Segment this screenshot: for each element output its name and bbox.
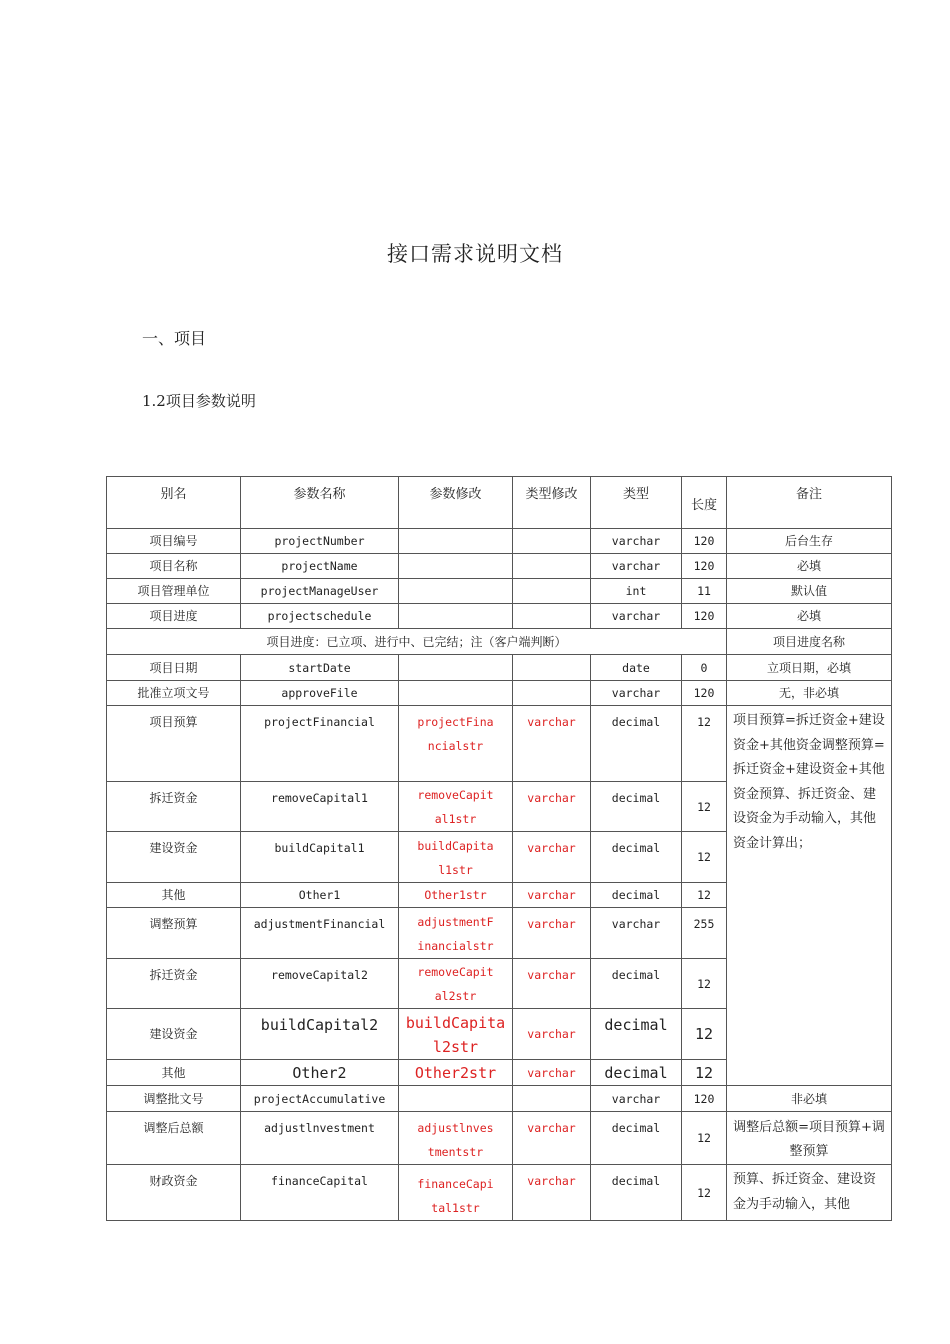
cell-length: 120 (682, 604, 727, 629)
section-heading: 一、项目 (142, 329, 207, 348)
cell-type-mod: varchar (513, 1009, 591, 1060)
cell-length: 12 (682, 706, 727, 782)
cell-param-mod: Other2str (399, 1060, 513, 1086)
cell-type-mod: varchar (513, 883, 591, 908)
cell-remark: 项目进度名称 (727, 629, 892, 655)
cell-type-mod: varchar (513, 832, 591, 883)
cell-alias: 调整预算 (107, 908, 241, 959)
table-row (107, 681, 892, 706)
cell-param: Other1 (241, 883, 399, 908)
cell-type: varchar (591, 1086, 682, 1112)
cell-length: 12 (682, 1060, 727, 1086)
cell-alias: 其他 (107, 883, 241, 908)
cell-param-mod (399, 655, 513, 681)
table-row (107, 604, 892, 629)
cell-type: varchar (591, 681, 682, 706)
cell-type-mod: varchar (513, 782, 591, 832)
cell-type: varchar (591, 554, 682, 579)
table-row-note (107, 629, 892, 655)
table-row (107, 1086, 892, 1112)
cell-alias: 项目名称 (107, 554, 241, 579)
cell-alias: 建设资金 (107, 1009, 241, 1060)
cell-param: projectName (241, 554, 399, 579)
cell-param: buildCapital2 (241, 1009, 399, 1060)
cell-param: startDate (241, 655, 399, 681)
cell-param: buildCapital1 (241, 832, 399, 883)
cell-param: projectFinancial (241, 706, 399, 782)
table-row (107, 529, 892, 554)
cell-type-mod: varchar (513, 1060, 591, 1086)
header-alias: 别名 (107, 477, 241, 529)
cell-alias: 拆迁资金 (107, 959, 241, 1009)
cell-type: decimal (591, 959, 682, 1009)
cell-length: 0 (682, 655, 727, 681)
cell-length: 120 (682, 1086, 727, 1112)
parameter-table (106, 476, 892, 1221)
cell-type-mod (513, 655, 591, 681)
cell-type-mod (513, 579, 591, 604)
cell-param-mod (399, 529, 513, 554)
cell-param-mod (399, 681, 513, 706)
cell-type: varchar (591, 604, 682, 629)
table-row (107, 579, 892, 604)
cell-param: removeCapital2 (241, 959, 399, 1009)
cell-remark: 非必填 (727, 1086, 892, 1112)
cell-remark: 无，非必填 (727, 681, 892, 706)
subsection-heading: 1.2项目参数说明 (142, 392, 256, 410)
header-type-modify: 类型修改 (513, 477, 591, 529)
cell-alias: 批准立项文号 (107, 681, 241, 706)
cell-type-mod (513, 554, 591, 579)
cell-length: 11 (682, 579, 727, 604)
cell-param: removeCapital1 (241, 782, 399, 832)
cell-type: varchar (591, 908, 682, 959)
table-row (107, 1112, 892, 1165)
cell-schedule-note: 项目进度：已立项、进行中、已完结；注（客户端判断） (107, 629, 727, 655)
cell-param-mod: buildCapital2str (399, 1009, 513, 1060)
cell-alias: 项目管理单位 (107, 579, 241, 604)
table-row (107, 1165, 892, 1221)
cell-alias: 项目日期 (107, 655, 241, 681)
cell-param-mod: projectFinancialstr (399, 706, 513, 782)
cell-param: projectschedule (241, 604, 399, 629)
document-title: 接口需求说明文档 (387, 242, 563, 266)
cell-length: 120 (682, 529, 727, 554)
cell-param: Other2 (241, 1060, 399, 1086)
table-row (107, 706, 892, 782)
cell-alias: 项目编号 (107, 529, 241, 554)
table-row (107, 554, 892, 579)
cell-remark: 必填 (727, 554, 892, 579)
cell-length: 120 (682, 681, 727, 706)
cell-type-mod (513, 529, 591, 554)
cell-type: decimal (591, 1060, 682, 1086)
cell-type: decimal (591, 1009, 682, 1060)
cell-adjusted-remark: 调整后总额=项目预算+调整预算 (727, 1112, 892, 1165)
header-remark: 备注 (727, 477, 892, 529)
cell-param-mod: removeCapital2str (399, 959, 513, 1009)
cell-type: int (591, 579, 682, 604)
cell-length: 12 (682, 883, 727, 908)
cell-alias: 项目进度 (107, 604, 241, 629)
cell-param-mod: buildCapital1str (399, 832, 513, 883)
cell-param-mod (399, 1086, 513, 1112)
cell-type-mod (513, 1086, 591, 1112)
cell-param-mod: Other1str (399, 883, 513, 908)
cell-param: approveFile (241, 681, 399, 706)
cell-type-mod: varchar (513, 959, 591, 1009)
cell-type-mod: varchar (513, 1165, 591, 1221)
cell-alias: 调整批文号 (107, 1086, 241, 1112)
cell-param: adjustlnvestment (241, 1112, 399, 1165)
cell-param-mod: removeCapital1str (399, 782, 513, 832)
header-type: 类型 (591, 477, 682, 529)
cell-param: projectManageUser (241, 579, 399, 604)
cell-finance-remark: 预算、拆迁资金、建设资金为手动输入，其他 (727, 1165, 892, 1221)
cell-length: 12 (682, 832, 727, 883)
cell-type: decimal (591, 1112, 682, 1165)
cell-type-mod: varchar (513, 908, 591, 959)
header-length: 长度 (682, 477, 727, 529)
cell-length: 12 (682, 959, 727, 1009)
cell-type: decimal (591, 782, 682, 832)
cell-length: 12 (682, 1009, 727, 1060)
cell-type-mod (513, 604, 591, 629)
cell-remark: 必填 (727, 604, 892, 629)
cell-param: projectAccumulative (241, 1086, 399, 1112)
cell-budget-remark: 项目预算=拆迁资金+建设资金+其他资金调整预算=拆迁资金+建设资金+其他资金预算、拆迁资金、建设资金为手动输入，其他资金计算出； (727, 706, 892, 1086)
cell-length: 12 (682, 1112, 727, 1165)
cell-type-mod (513, 681, 591, 706)
cell-type: date (591, 655, 682, 681)
table-row (107, 655, 892, 681)
cell-param-mod (399, 554, 513, 579)
cell-param: projectNumber (241, 529, 399, 554)
cell-param-mod: financeCapital1str (399, 1165, 513, 1221)
cell-alias: 财政资金 (107, 1165, 241, 1221)
cell-type-mod: varchar (513, 1112, 591, 1165)
cell-type: decimal (591, 1165, 682, 1221)
cell-param-mod (399, 579, 513, 604)
cell-alias: 调整后总额 (107, 1112, 241, 1165)
cell-alias: 项目预算 (107, 706, 241, 782)
header-param-modify: 参数修改 (399, 477, 513, 529)
cell-remark: 默认值 (727, 579, 892, 604)
cell-length: 255 (682, 908, 727, 959)
table-header-row (107, 477, 892, 529)
cell-remark: 后台生存 (727, 529, 892, 554)
cell-alias: 建设资金 (107, 832, 241, 883)
cell-type: decimal (591, 883, 682, 908)
cell-type: varchar (591, 529, 682, 554)
cell-param: financeCapital (241, 1165, 399, 1221)
cell-remark: 立项日期，必填 (727, 655, 892, 681)
cell-alias: 拆迁资金 (107, 782, 241, 832)
cell-length: 120 (682, 554, 727, 579)
cell-param: adjustmentFinancial (241, 908, 399, 959)
cell-param-mod: adjustlnvestmentstr (399, 1112, 513, 1165)
cell-type: decimal (591, 706, 682, 782)
cell-param-mod: adjustmentFinancialstr (399, 908, 513, 959)
cell-length: 12 (682, 782, 727, 832)
cell-length: 12 (682, 1165, 727, 1221)
cell-alias: 其他 (107, 1060, 241, 1086)
cell-type: decimal (591, 832, 682, 883)
cell-type-mod: varchar (513, 706, 591, 782)
header-param-name: 参数名称 (241, 477, 399, 529)
cell-param-mod (399, 604, 513, 629)
